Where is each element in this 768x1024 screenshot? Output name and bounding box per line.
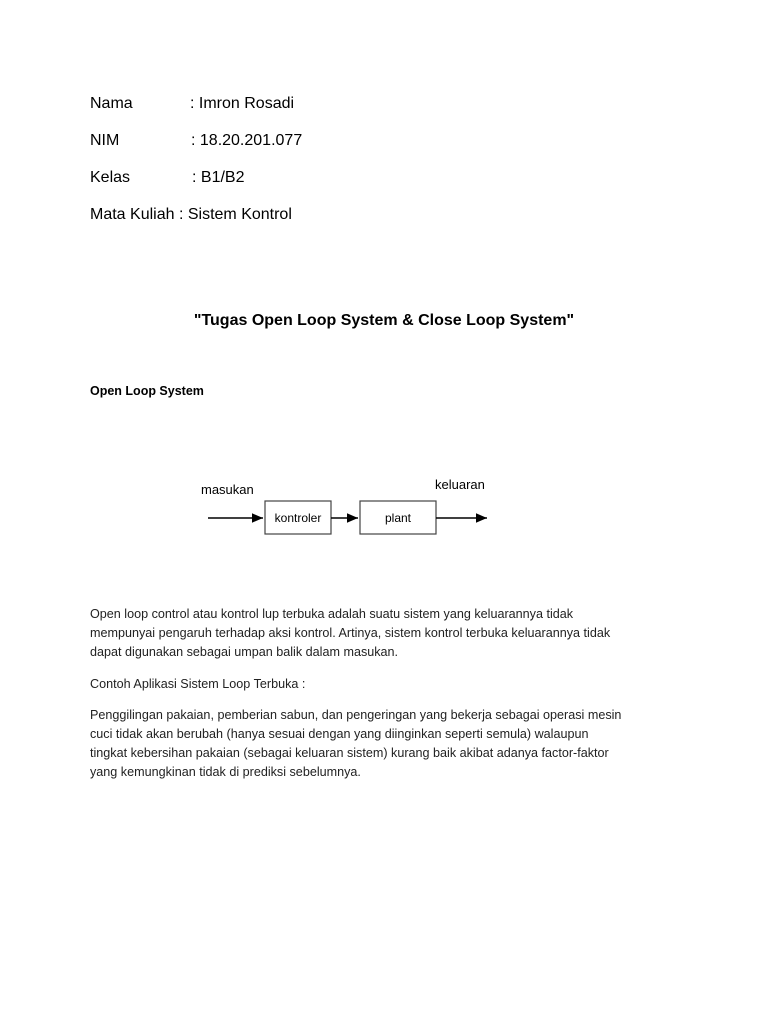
example-heading <box>90 675 710 694</box>
info-label-kelas: Kelas <box>90 169 131 186</box>
example-line: yang kemungkinan tidak di prediksi sebelumnya. <box>90 765 361 779</box>
example-paragraph <box>90 706 710 782</box>
info-label-nim: NIM <box>90 132 120 149</box>
info-row-nama <box>90 94 295 114</box>
info-row-mata-kuliah <box>90 205 292 225</box>
example-heading-text: Contoh Aplikasi Sistem Loop Terbuka : <box>90 677 306 691</box>
section-heading: Open Loop System <box>90 384 204 398</box>
diagram-block-kontroler-label: kontroler <box>274 511 322 525</box>
open-loop-diagram <box>195 468 505 543</box>
diagram-block-plant-label: plant <box>384 511 412 525</box>
definition-line: Open loop control atau kontrol lup terbuka adalah suatu sistem yang keluarannya tidak <box>90 607 574 621</box>
info-row-kelas <box>90 168 245 188</box>
info-value-kelas: : B1/B2 <box>192 169 245 186</box>
info-value-nama: : Imron Rosadi <box>190 95 295 112</box>
document-title: "Tugas Open Loop System & Close Loop System" <box>193 312 575 329</box>
info-label-mata-kuliah: Mata Kuliah <box>90 206 175 223</box>
definition-paragraph <box>90 605 710 662</box>
info-value-mata-kuliah: : Sistem Kontrol <box>178 206 292 223</box>
definition-line: dapat digunakan sebagai umpan balik dalam masukan. <box>90 645 399 659</box>
example-line: Penggilingan pakaian, pemberian sabun, dan pengeringan yang bekerja sebagai operasi mesin <box>90 708 622 722</box>
diagram-output-label: keluaran <box>435 477 485 492</box>
info-label-nama: Nama <box>90 95 133 112</box>
example-line: tingkat kebersihan pakaian (sebagai keluaran sistem) kurang baik akibat adanya factor-faktor <box>90 746 609 760</box>
info-row-nim <box>90 131 303 151</box>
diagram-input-label: masukan <box>201 482 254 497</box>
info-value-nim: : 18.20.201.077 <box>191 132 303 149</box>
example-line: cuci tidak akan berubah (hanya sesuai dengan yang diinginkan seperti semula) walaupun <box>90 727 589 741</box>
definition-line: mempunyai pengaruh terhadap aksi kontrol. Artinya, sistem kontrol terbuka keluarannya tidak <box>90 626 611 640</box>
